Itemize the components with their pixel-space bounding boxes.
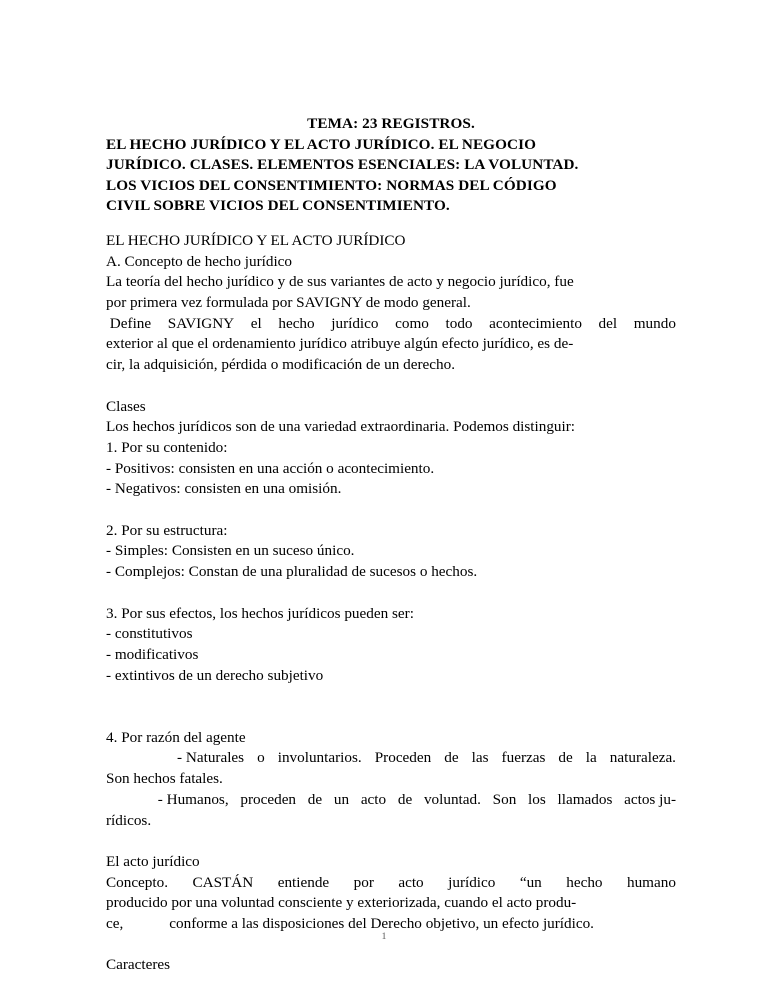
humanos-word-6: de — [397, 790, 413, 808]
list-item-3b: - modificativos — [106, 645, 199, 663]
naturales-word-9: la — [585, 749, 597, 767]
spacer-before-clases — [106, 376, 676, 397]
humanos-word-4: un — [333, 790, 350, 808]
humanos-word-10: llamados — [557, 790, 613, 808]
paragraph-acto-line-1 — [106, 873, 676, 894]
heading-clases: Clases — [106, 397, 146, 415]
humanos-word-9: los — [528, 790, 546, 808]
list-heading-2: 2. Por su estructura: — [106, 521, 228, 539]
title-line-4: LOS VICIOS DEL CONSENTIMIENTO: NORMAS DEL CÓDIGO — [106, 176, 557, 194]
define-word-2: SAVIGNY — [167, 314, 235, 332]
page-number: 1 — [381, 932, 387, 942]
naturales-word-10: naturaleza. — [609, 749, 676, 767]
acto-word-3: entiende — [277, 873, 330, 891]
naturales-word-1: - Naturales — [177, 749, 245, 767]
define-word-8: acontecimiento — [489, 314, 582, 332]
acto-line3-rest: conforme a las disposiciones del Derecho objetivo, un efecto jurídico. — [169, 915, 594, 933]
define-word-5: jurídico — [331, 314, 379, 332]
naturales-word-3: involuntarios. — [277, 749, 362, 767]
naturales-word-8: de — [558, 749, 573, 767]
define-word-10: mundo — [633, 314, 676, 332]
naturales-word-7: fuerzas — [501, 749, 546, 767]
heading-caracteres: Caracteres — [106, 956, 171, 974]
humanos-word-11: actos ju- — [624, 790, 676, 808]
list-item-3c: - extintivos de un derecho subjetivo — [106, 666, 324, 684]
list-item-4-naturales-line-1 — [106, 748, 676, 769]
paragraph-acto-line-2: producido por una voluntad consciente y exteriorizada, cuando el acto produ- — [106, 894, 577, 912]
humanos-word-5: acto — [360, 790, 387, 808]
list-item-1b: - Negativos: consisten en una omisión. — [106, 480, 342, 498]
indent-spacer-humanos — [106, 790, 146, 811]
humanos-word-2: proceden — [240, 790, 297, 808]
spacer-before-acto-juridico — [106, 831, 676, 852]
spacer-before-item4-a — [106, 686, 676, 707]
spacer-before-item4-b — [106, 707, 676, 728]
acto-word-6: jurídico — [448, 873, 496, 891]
title-line-3: JURÍDICO. CLASES. ELEMENTOS ESENCIALES: LA VOLUNTAD. — [106, 156, 579, 174]
list-item-4-humanos-line-1 — [106, 790, 676, 811]
list-item-1a: - Positivos: consisten en una acción o acontecimiento. — [106, 459, 435, 477]
paragraph-define-line-3: cir, la adquisición, pérdida o modificación de un derecho. — [106, 356, 456, 374]
humanos-word-8: Son — [492, 790, 517, 808]
acto-word-1: Concepto. — [106, 873, 169, 891]
document-content — [106, 114, 676, 976]
define-word-3: el — [250, 314, 262, 332]
title-line-1: TEMA: 23 REGISTROS. — [307, 115, 475, 132]
acto-line3-word-1: ce, — [106, 915, 124, 933]
paragraph-clases-intro: Los hechos jurídicos son de una variedad extraordinaria. Podemos distinguir: — [106, 418, 576, 436]
spacer-before-item3 — [106, 583, 676, 604]
acto-word-4: por — [353, 873, 374, 891]
naturales-word-4: Proceden — [374, 749, 432, 767]
naturales-word-6: las — [471, 749, 489, 767]
title-line-2: EL HECHO JURÍDICO Y EL ACTO JURÍDICO. EL NEGOCIO — [106, 135, 536, 153]
list-heading-3: 3. Por sus efectos, los hechos jurídicos pueden ser: — [106, 604, 414, 622]
define-word-9: del — [598, 314, 618, 332]
heading-hecho-acto-juridico: EL HECHO JURÍDICO Y EL ACTO JURÍDICO — [106, 231, 406, 249]
define-word-4: hecho — [278, 314, 315, 332]
spacer-before-item2 — [106, 500, 676, 521]
list-item-2b: - Complejos: Constan de una pluralidad de sucesos o hechos. — [106, 563, 478, 581]
indent-spacer-naturales — [106, 748, 164, 769]
document-title-block — [106, 114, 676, 217]
paragraph-define-line-2: exterior al que el ordenamiento jurídico atribuye algún efecto jurídico, es de- — [106, 335, 574, 353]
list-item-4-humanos-line-2: rídicos. — [106, 811, 152, 829]
heading-el-acto-juridico: El acto jurídico — [106, 852, 200, 870]
naturales-word-5: de — [444, 749, 459, 767]
list-item-3a: - constitutivos — [106, 625, 193, 643]
humanos-word-3: de — [307, 790, 323, 808]
paragraph-define-line-1 — [106, 314, 676, 335]
paragraph-teoria-line-1: La teoría del hecho jurídico y de sus variantes de acto y negocio jurídico, fue — [106, 273, 574, 291]
naturales-word-2: o — [257, 749, 265, 767]
define-word-6: como — [395, 314, 429, 332]
acto-word-5: acto — [398, 873, 424, 891]
humanos-word-7: voluntad. — [423, 790, 481, 808]
acto-word-2: CASTÁN — [192, 873, 254, 891]
acto-word-8: hecho — [566, 873, 603, 891]
define-word-1: Define — [106, 314, 152, 332]
define-word-7: todo — [445, 314, 473, 332]
list-item-4-naturales-line-2: Son hechos fatales. — [106, 770, 223, 788]
list-heading-4: 4. Por razón del agente — [106, 728, 246, 746]
acto-word-9: humano — [626, 873, 676, 891]
list-item-2a: - Simples: Consisten en un suceso único. — [106, 542, 355, 560]
humanos-word-1: - Humanos, — [157, 790, 229, 808]
document-body — [106, 231, 676, 976]
subheading-concepto-hecho-juridico: A. Concepto de hecho jurídico — [106, 252, 292, 270]
acto-word-7: “un — [519, 873, 542, 891]
title-line-5: CIVIL SOBRE VICIOS DEL CONSENTIMIENTO. — [106, 197, 450, 215]
paragraph-teoria-line-2: por primera vez formulada por SAVIGNY de modo general. — [106, 294, 471, 312]
list-heading-1: 1. Por su contenido: — [106, 438, 228, 456]
